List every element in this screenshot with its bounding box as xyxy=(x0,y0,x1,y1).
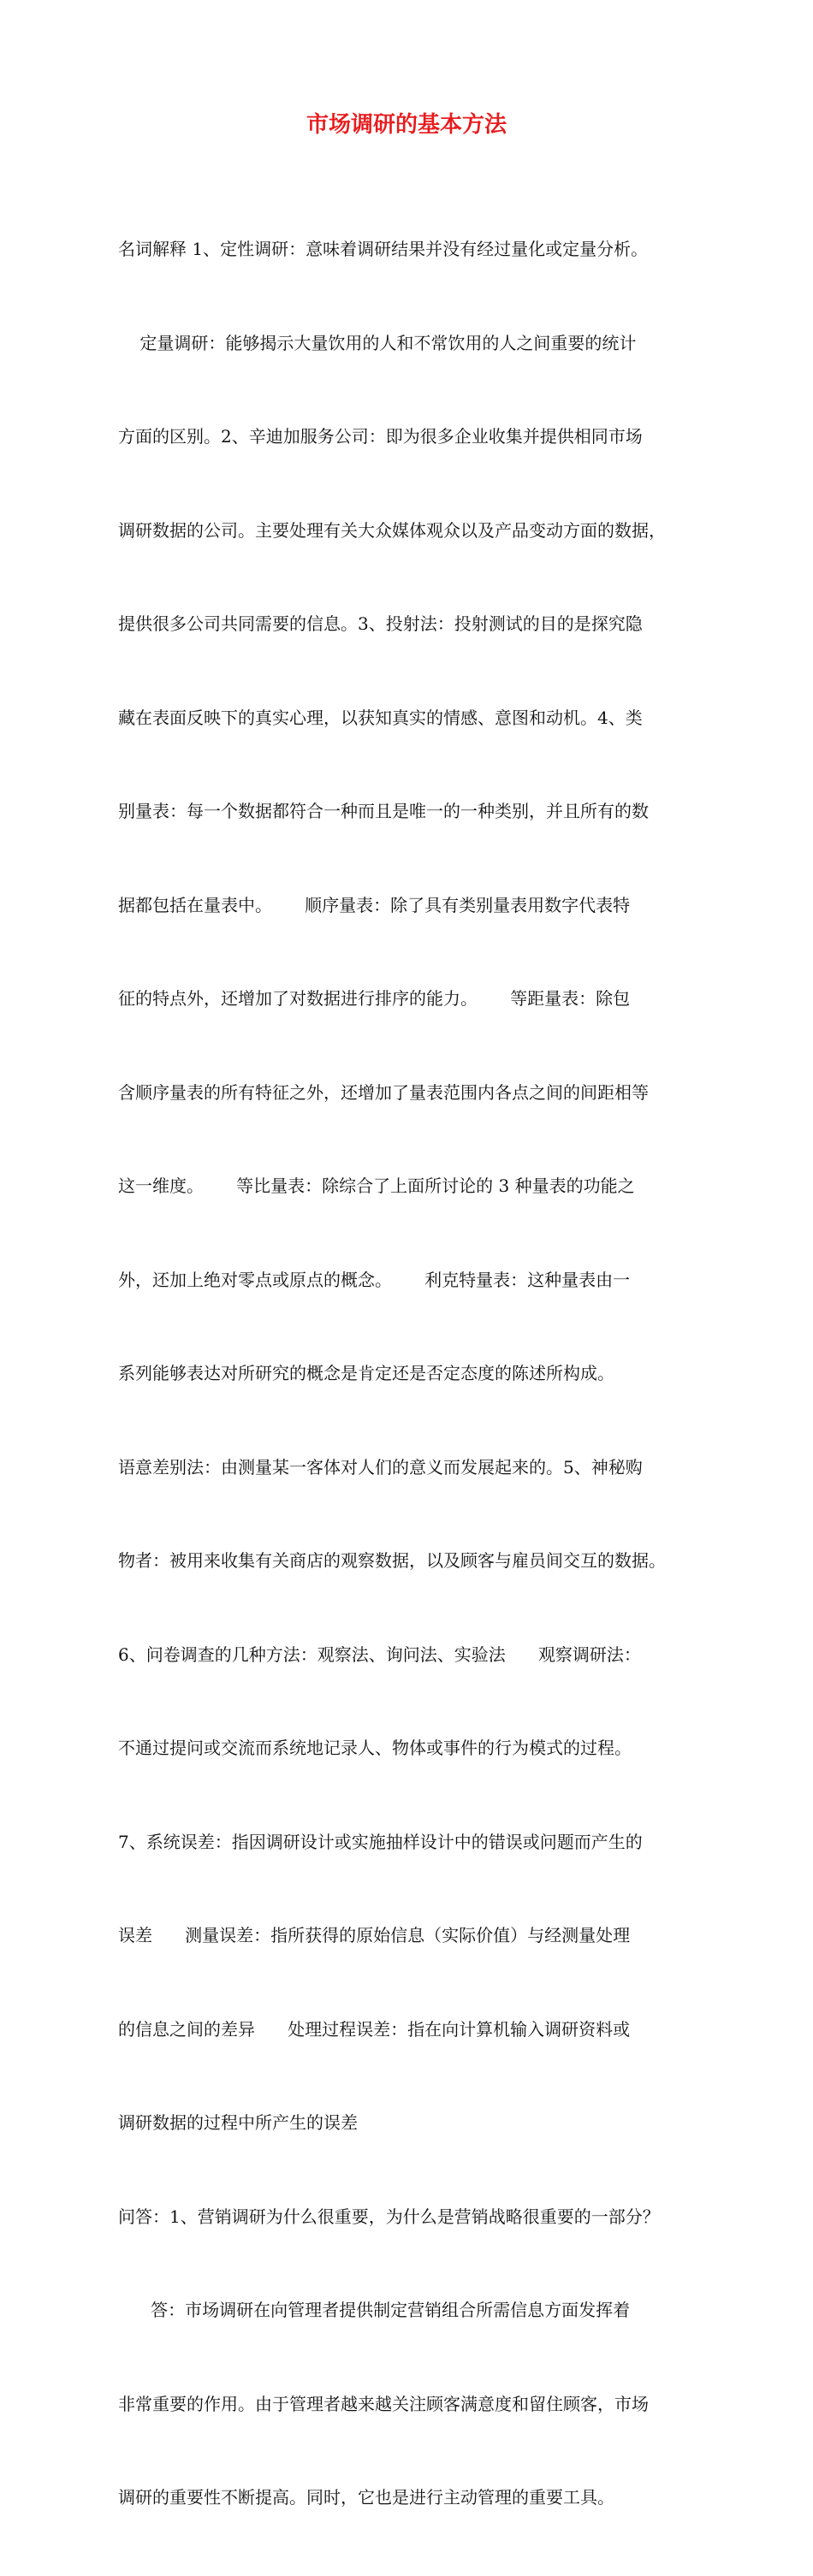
body-line: 征的特点外，还增加了对数据进行排序的能力。 等距量表：除包 xyxy=(118,988,631,1009)
body-line: 定量调研：能够揭示大量饮用的人和不常饮用的人之间重要的统计 xyxy=(118,332,637,353)
body-line: 据都包括在量表中。 顺序量表：除了具有类别量表用数字代表特 xyxy=(118,894,631,915)
body-line: 藏在表面反映下的真实心理，以获知真实的情感、意图和动机。4、类 xyxy=(118,707,643,728)
body-line: 名词解释 1、定性调研：意味着调研结果并没有经过量化或定量分析。 xyxy=(118,239,649,259)
body-line: 别量表：每一个数据都符合一种而且是唯一的一种类别，并且所有的数 xyxy=(118,801,649,821)
body-line: 调研数据的公司。主要处理有关大众媒体观众以及产品变动方面的数据， xyxy=(118,519,666,541)
body-line: 物者：被用来收集有关商店的观察数据，以及顾客与雇员间交互的数据。 xyxy=(118,1550,666,1571)
body-line: 非常重要的作用。由于管理者越来越关注顾客满意度和留住顾客，市场 xyxy=(118,2393,649,2414)
body-line: 不通过提问或交流而系统地记录人、物体或事件的行为模式的过程。 xyxy=(118,1738,632,1758)
body-line: 提供很多公司共同需要的信息。3、投射法：投射测试的目的是探究隐 xyxy=(118,613,643,634)
document-title: 市场调研的基本方法 xyxy=(306,112,507,138)
body-line: 外，还加上绝对零点或原点的概念。 利克特量表：这种量表由一 xyxy=(118,1269,631,1290)
body-line: 这一维度。 等比量表：除综合了上面所讨论的 3 种量表的功能之 xyxy=(118,1175,635,1196)
body-line: 系列能够表达对所研究的概念是肯定还是否定态度的陈述所构成。 xyxy=(118,1363,614,1383)
body-line: 的信息之间的差异 处理过程误差：指在向计算机输入调研资料或 xyxy=(118,2018,631,2040)
body-line: 答：市场调研在向管理者提供制定营销组合所需信息方面发挥着 xyxy=(118,2300,631,2320)
body-line: 调研数据的过程中所产生的误差 xyxy=(118,2112,358,2133)
body-line: 调研的重要性不断提高。同时，它也是进行主动管理的重要工具。 xyxy=(118,2487,614,2508)
body-line: 误差 测量误差：指所获得的原始信息（实际价值）与经测量处理 xyxy=(118,1925,631,1945)
body-line: 语意差别法：由测量某一客体对人们的意义而发展起来的。5、神秘购 xyxy=(118,1456,643,1477)
document-body xyxy=(118,171,717,2576)
body-line: 方面的区别。2、辛迪加服务公司：即为很多企业收集并提供相同市场 xyxy=(118,426,643,447)
body-line: 问答：1、营销调研为什么很重要，为什么是营销战略很重要的一部分？ xyxy=(118,2206,660,2227)
body-line: 7、系统误差：指因调研设计或实施抽样设计中的错误或问题而产生的 xyxy=(118,1831,643,1852)
body-line: 含顺序量表的所有特征之外，还增加了量表范围内各点之间的间距相等 xyxy=(118,1081,649,1103)
body-line: 6、问卷调查的几种方法：观察法、询问法、实验法 观察调研法： xyxy=(118,1643,641,1665)
